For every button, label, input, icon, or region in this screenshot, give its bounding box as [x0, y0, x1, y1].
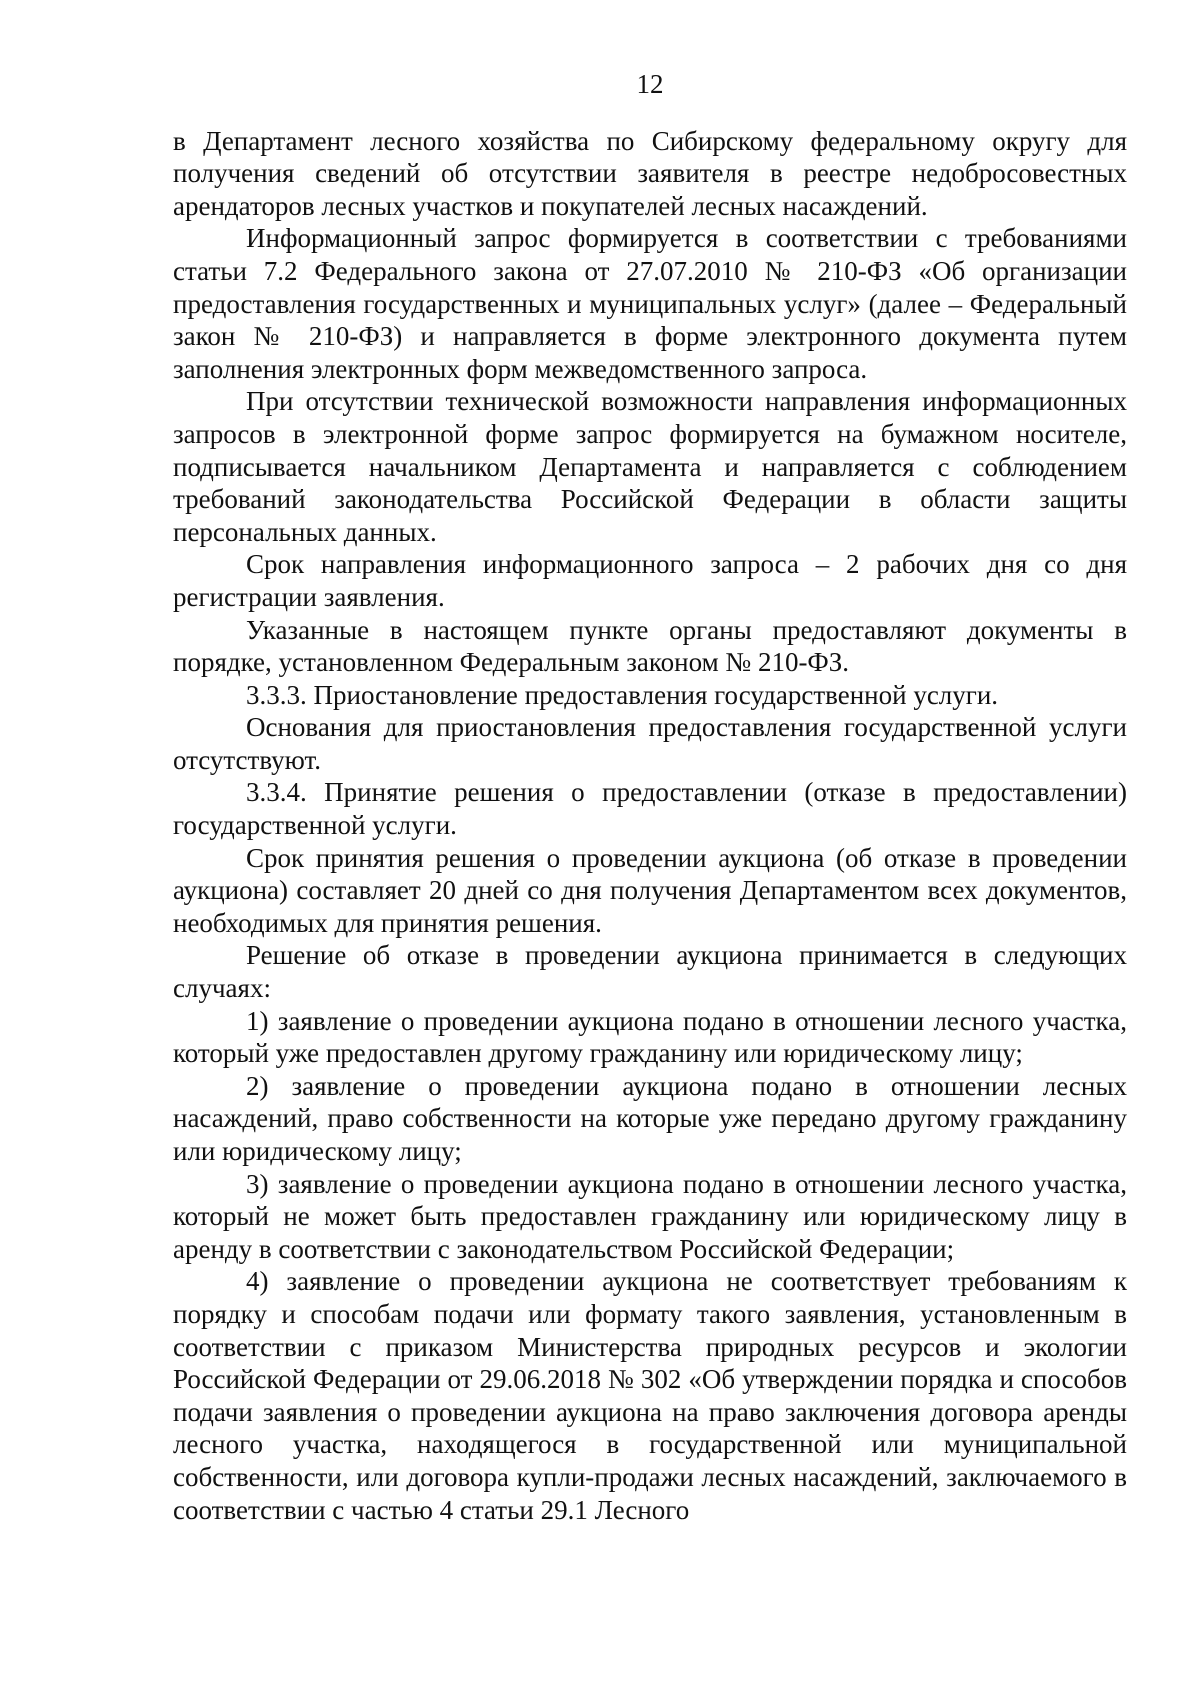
page-number: 12 — [636, 69, 664, 99]
paragraph-info-request: Информационный запрос формируется в соответствии с требованиями статьи 7.2 Федерального закона от 27.07.2010 № 210-ФЗ «Об организации предоставления государственных и муниципальных услуг» (далее – Федеральный закон № 210-ФЗ) и направляется в форме электронного документа путем заполнения электронных форм межведомственного запроса. — [173, 223, 1127, 384]
document-page — [173, 68, 1127, 1526]
paragraph-refusal-cases: Решение об отказе в проведении аукциона принимается в следующих случаях: — [173, 940, 1127, 1004]
list-item-4: 4) заявление о проведении аукциона не соответствует требованиям к порядку и способам подачи или формату такого заявления, установленным в соответствии с приказом Министерства природных ресурсов и экологии Российской Федерации от 29.06.2018 № 302 «Об утверждении порядка и способов подачи заявления о проведении аукциона на право заключения договора аренды лесного участка, находящегося в государственной или муниципальной собственности, или договора купли-продажи лесных насаждений, заключаемого в соответствии с частью 4 статьи 29.1 Лесного — [173, 1266, 1127, 1525]
section-heading-3-3-3: 3.3.3. Приостановление предоставления государственной услуги. — [246, 679, 999, 710]
list-item-1: 1) заявление о проведении аукциона подано в отношении лесного участка, который уже предоставлен другому гражданину или юридическому лицу; — [173, 1005, 1127, 1069]
paragraph-continuation: в Департамент лесного хозяйства по Сибирскому федеральному округу для получения сведений об отсутствии заявителя в реестре недобросовестных арендаторов лесных участков и покупателей лесных насаждений. — [173, 125, 1127, 221]
paragraph-suspension-grounds: Основания для приостановления предоставления государственной услуги отсутствуют. — [173, 712, 1127, 775]
paragraph-request-deadline: Срок направления информационного запроса – 2 рабочих дня со дня регистрации заявления. — [173, 549, 1127, 612]
paragraph-decision-deadline: Срок принятия решения о проведении аукциона (об отказе в проведении аукциона) составляет 20 дней со дня получения Департаментом всех документов, необходимых для принятия решения. — [173, 842, 1127, 938]
paragraph-paper-request: При отсутствии технической возможности направления информационных запросов в электронной форме запрос формируется на бумажном носителе, подписывается начальником Департамента и направляется с соблюдением требований законодательства Российской Федерации в области защиты персональных данных. — [173, 386, 1127, 547]
list-item-2: 2) заявление о проведении аукциона подано в отношении лесных насаждений, право собственности на которые уже передано другому гражданину или юридическому лицу; — [173, 1070, 1127, 1166]
list-item-3: 3) заявление о проведении аукциона подано в отношении лесного участка, который не может быть предоставлен гражданину или юридическому лицу в аренду в соответствии с законодательством Российской Федерации; — [173, 1168, 1127, 1264]
paragraph-organs-provide: Указанные в настоящем пункте органы предоставляют документы в порядке, установленном Федеральным законом № 210-ФЗ. — [173, 614, 1127, 678]
section-heading-3-3-4: 3.3.4. Принятие решения о предоставлении (отказе в предоставлении) государственной услуги. — [173, 777, 1127, 841]
